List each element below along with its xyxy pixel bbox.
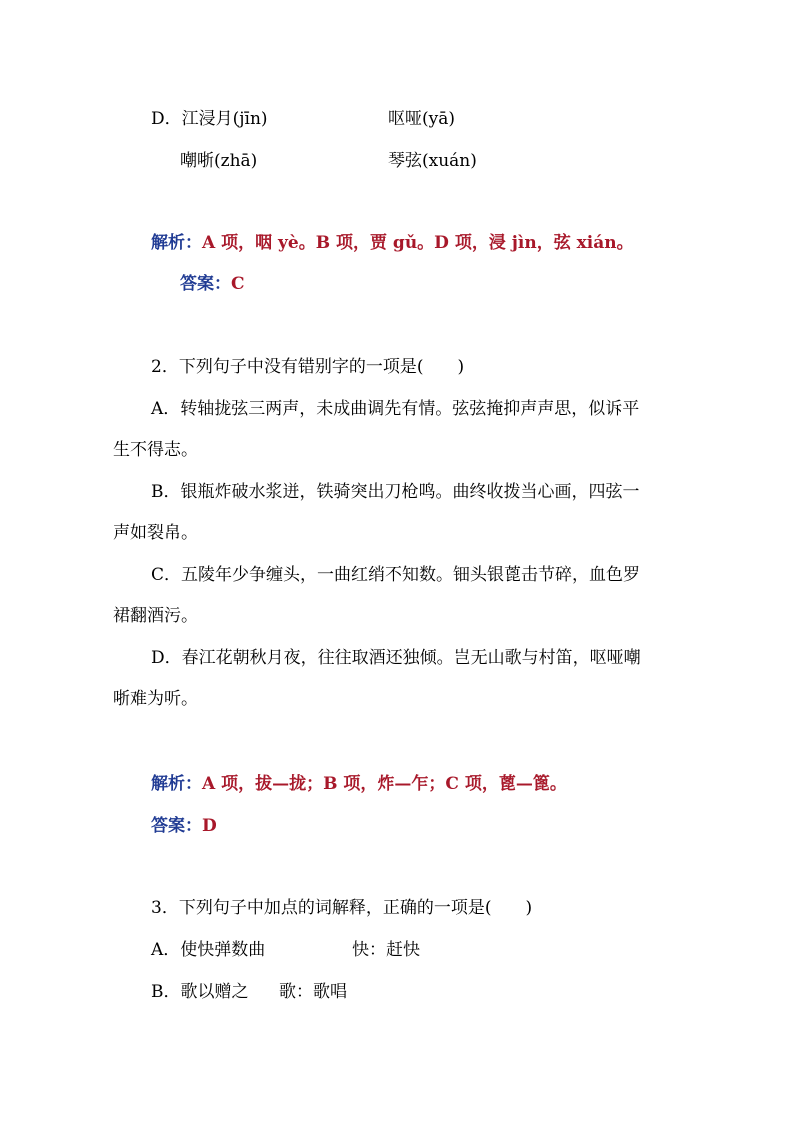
q2-option-a-line2: 生不得志。 [113,440,198,460]
q2-answer [151,815,217,837]
q1-option-d-left: D．江浸月(jīn) [151,109,268,129]
analysis-label: 解析： [151,233,202,253]
q1-option-d-right-2: 琴弦(xuán) [388,151,477,171]
answer-value: D [202,816,217,836]
q1-option-d-right: 呕哑(yā) [388,109,456,129]
q2-analysis [151,773,567,795]
q2-stem: 2．下列句子中没有错别字的一项是( ) [151,357,465,377]
answer-label: 答案： [151,816,202,836]
q2-option-b-line2: 声如裂帛。 [113,523,198,543]
q3-option-b-left: B．歌以赠之 [151,982,249,1002]
q1-option-d-left-2: 嘲哳(zhā) [180,151,258,171]
q1-answer [180,273,245,295]
q3-option-a-left: A．使快弹数曲 [151,940,266,960]
q2-option-a-line1: A．转轴拢弦三两声，未成曲调先有情。弦弦掩抑声声思，似诉平 [151,399,640,419]
q2-option-d-line1: D．春江花朝秋月夜，往往取酒还独倾。岂无山歌与村笛，呕哑嘲 [151,648,641,668]
q1-analysis [151,232,634,254]
answer-label: 答案： [180,274,231,294]
q3-stem: 3．下列句子中加点的词解释，正确的一项是( ) [151,898,533,918]
analysis-label: 解析： [151,774,202,794]
answer-value: C [231,274,245,294]
q2-option-d-line2: 哳难为听。 [113,689,198,709]
q2-option-c-line1: C．五陵年少争缠头，一曲红绡不知数。钿头银蓖击节碎，血色罗 [151,565,641,585]
q2-option-b-line1: B．银瓶炸破水浆迸，铁骑突出刀枪鸣。曲终收拨当心画，四弦一 [151,482,640,502]
analysis-text: A 项，拔—拢；B 项，炸—乍；C 项，蓖—篦。 [202,774,567,794]
q3-option-b-right: 歌：歌唱 [279,982,347,1002]
analysis-text: A 项，咽 yè。B 项，贾 gǔ。D 项，浸 jìn，弦 xián。 [202,233,634,253]
q3-option-a-right: 快：赶快 [352,940,420,960]
q2-option-c-line2: 裙翻酒污。 [113,606,198,626]
